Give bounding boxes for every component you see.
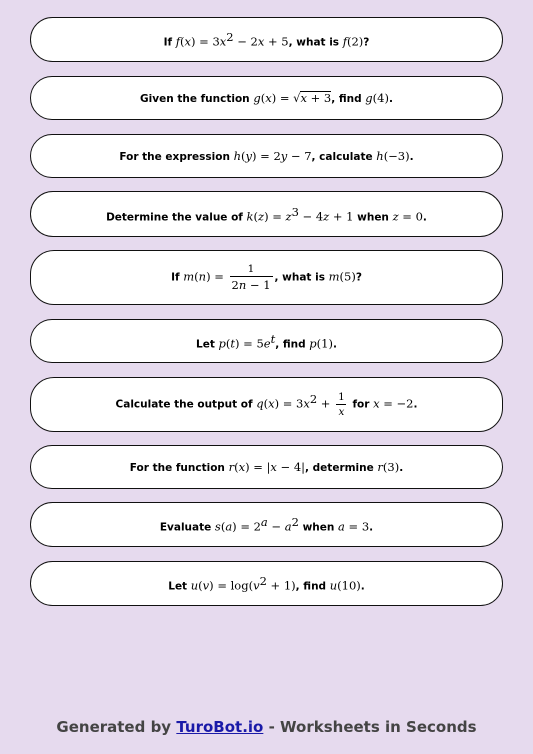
question-card xyxy=(30,134,503,178)
question-text: Evaluate $s(a) = 2^a - a^2$ when a = 3. xyxy=(159,515,374,534)
question-text: For the function r(x) = |x − 4|, determine r(3). xyxy=(129,460,404,474)
question-text: Let $p(t) = 5e^t$, find p(1). xyxy=(196,331,337,351)
question-text: If $f(x) = 3x^2 - 2x + 5$, what is f(2)? xyxy=(163,30,370,49)
question-text: Let $u(v) = \log(v^2 + 1)$, find u(10). xyxy=(168,574,365,593)
question-card xyxy=(30,76,503,120)
question-text: Determine the value of $k(z) = z^3 - 4z + 1$ when z = 0. xyxy=(106,204,427,224)
question-card xyxy=(30,445,503,489)
question-text: Given the function g(x) = √x + 3, find g(4). xyxy=(140,91,393,105)
question-card xyxy=(30,561,503,606)
footer xyxy=(0,718,533,736)
question-card xyxy=(30,377,503,432)
question-text: For the expression h(y) = 2y − 7, calculate h(−3). xyxy=(119,149,414,163)
question-card xyxy=(30,502,503,547)
question-card xyxy=(30,17,503,62)
question-text: If m(n) = $\frac{1}{2n - 1}$ , what is m(5)? xyxy=(171,263,362,292)
footer-suffix: - Worksheets in Seconds xyxy=(268,718,477,736)
question-text: Calculate the output of $q(x) = 3x^2$ + $\frac{1}{x}$ for x = −2. xyxy=(115,391,418,418)
question-card xyxy=(30,250,503,305)
fraction: $\frac{1}{x}$ xyxy=(338,391,345,418)
question-card xyxy=(30,191,503,237)
turobot-link[interactable]: TuroBot.io xyxy=(176,718,264,736)
fraction: $\frac{1}{2n - 1}$ xyxy=(231,263,271,292)
question-card xyxy=(30,319,503,363)
footer-prefix: Generated by xyxy=(56,718,172,736)
